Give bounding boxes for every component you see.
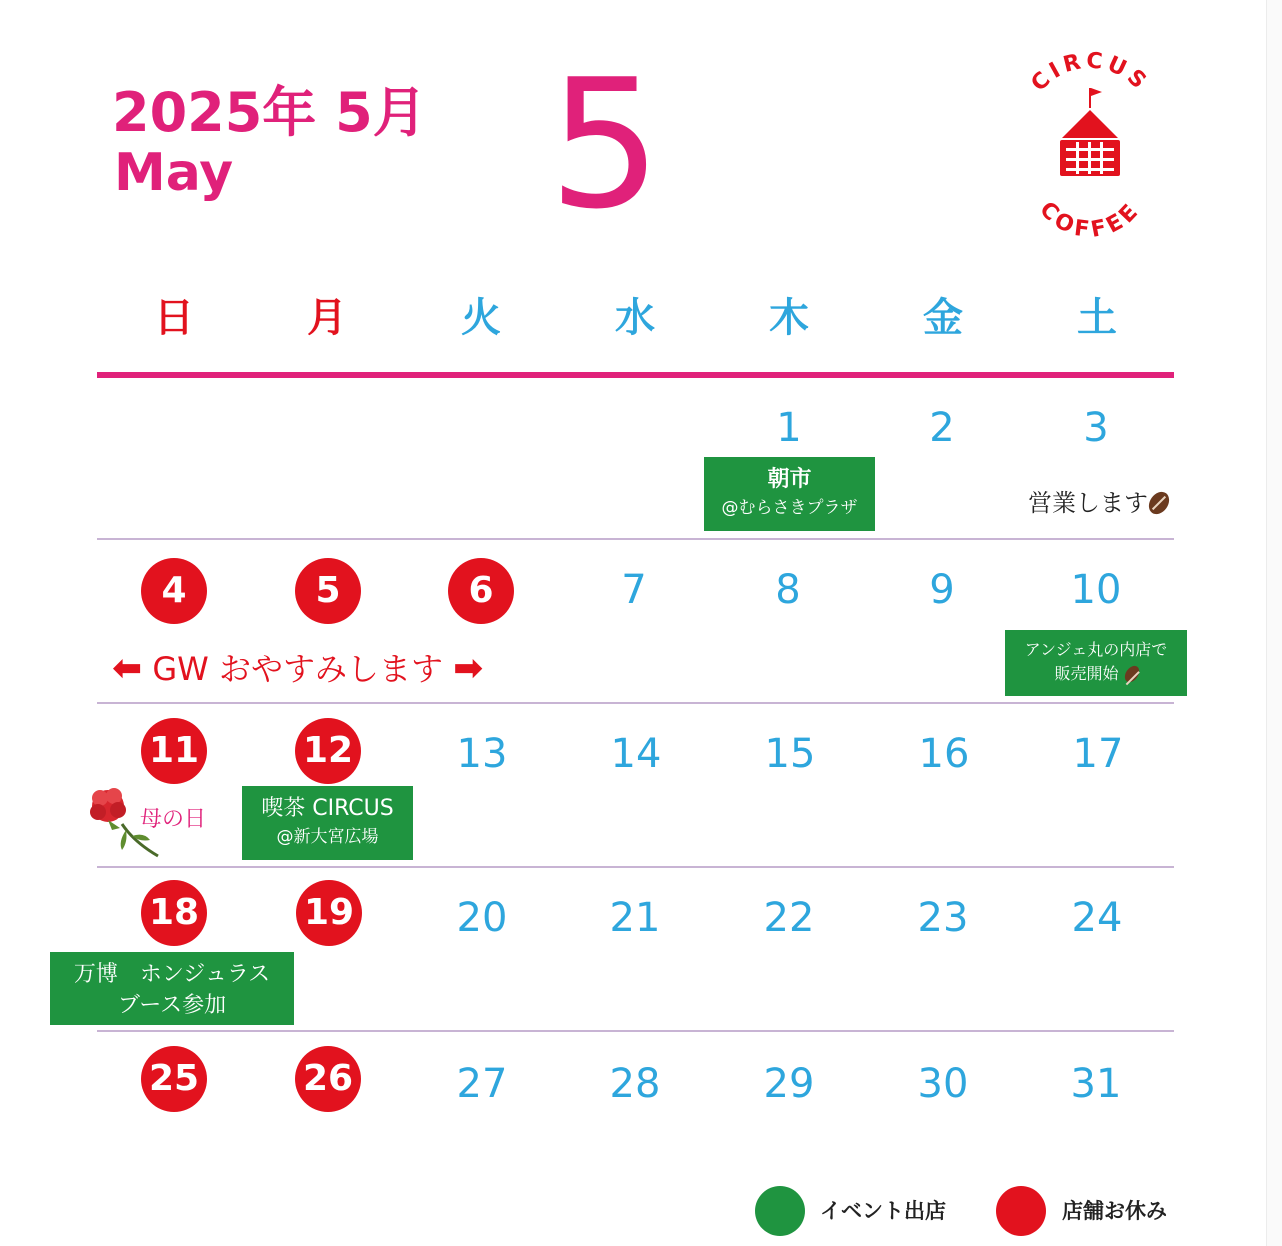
day-4: 4 bbox=[141, 558, 207, 624]
page-title-en: May bbox=[114, 143, 234, 203]
day-26: 26 bbox=[295, 1046, 361, 1112]
day-1: 1 bbox=[776, 405, 802, 451]
day-29: 29 bbox=[763, 1061, 815, 1107]
day-5: 5 bbox=[295, 558, 361, 624]
weekday-sat: 土 bbox=[1077, 295, 1117, 341]
day-28: 28 bbox=[609, 1061, 661, 1107]
row-divider bbox=[97, 702, 1174, 704]
day-22: 22 bbox=[763, 895, 815, 941]
event-asaichi bbox=[704, 457, 875, 531]
open-note bbox=[1028, 485, 1168, 521]
circus-tent-icon bbox=[1060, 88, 1120, 176]
event-kissa-place: @新大宮広場 bbox=[276, 827, 379, 847]
day-7: 7 bbox=[621, 567, 647, 613]
day-11: 11 bbox=[141, 718, 207, 784]
weekday-fri: 金 bbox=[923, 295, 963, 341]
event-kissa-circus bbox=[242, 786, 413, 860]
event-anjie-sub-text: 販売開始 bbox=[1054, 664, 1119, 683]
weekday-wed: 水 bbox=[615, 295, 655, 341]
day-12: 12 bbox=[295, 718, 361, 784]
day-27: 27 bbox=[456, 1061, 508, 1107]
day-16: 16 bbox=[918, 731, 970, 777]
row-divider bbox=[97, 538, 1174, 540]
day-17: 17 bbox=[1072, 731, 1124, 777]
day-9: 9 bbox=[929, 567, 955, 613]
day-25: 25 bbox=[141, 1046, 207, 1112]
scroll-edge bbox=[1266, 0, 1282, 1246]
legend-closed-dot bbox=[996, 1186, 1046, 1236]
arrow-left-icon: ⬅ bbox=[112, 648, 143, 689]
day-6: 6 bbox=[448, 558, 514, 624]
day-10: 10 bbox=[1070, 567, 1122, 613]
logo-top-text: CIRCUS bbox=[1026, 50, 1154, 97]
day-14: 14 bbox=[610, 731, 662, 777]
event-banpaku-title: 万博 ホンジュラス bbox=[73, 962, 271, 987]
arrow-right-icon: ➡ bbox=[453, 648, 484, 689]
event-anjie-sub bbox=[1005, 662, 1187, 686]
mothers-day-note: 母の日 bbox=[140, 807, 207, 832]
weekday-mon: 月 bbox=[307, 295, 347, 341]
day-20: 20 bbox=[456, 895, 508, 941]
circus-coffee-logo bbox=[1010, 50, 1170, 240]
day-18: 18 bbox=[141, 880, 207, 946]
header-divider bbox=[97, 372, 1174, 378]
legend-closed-label: 店舗お休み bbox=[1062, 1199, 1167, 1223]
open-note-text: 営業します bbox=[1028, 489, 1148, 517]
day-2: 2 bbox=[929, 405, 955, 451]
day-15: 15 bbox=[764, 731, 816, 777]
row-divider bbox=[97, 1030, 1174, 1032]
event-kissa-title: 喫茶 CIRCUS bbox=[261, 796, 394, 821]
day-24: 24 bbox=[1071, 895, 1123, 941]
day-13: 13 bbox=[456, 731, 508, 777]
big-month-number: 5 bbox=[548, 41, 662, 248]
day-3: 3 bbox=[1083, 405, 1109, 451]
day-30: 30 bbox=[917, 1061, 969, 1107]
gw-closed-note bbox=[112, 644, 483, 694]
page-title-jp: 2025年 5月 bbox=[112, 81, 427, 144]
weekday-sun: 日 bbox=[154, 295, 194, 341]
event-banpaku bbox=[50, 952, 294, 1025]
logo-bottom-text: COFFEE bbox=[1034, 197, 1146, 240]
weekday-tue: 火 bbox=[461, 295, 501, 341]
legend-event-dot bbox=[755, 1186, 805, 1236]
weekday-thu: 木 bbox=[769, 295, 809, 341]
day-19: 19 bbox=[296, 880, 362, 946]
legend-event-label: イベント出店 bbox=[820, 1199, 946, 1223]
event-anjie bbox=[1005, 630, 1187, 696]
row-divider bbox=[97, 866, 1174, 868]
event-anjie-title: アンジェ丸の内店で bbox=[1024, 640, 1168, 659]
gw-closed-text: GW おやすみします bbox=[152, 650, 443, 688]
event-banpaku-sub: ブース参加 bbox=[117, 993, 227, 1018]
event-asaichi-title: 朝市 bbox=[767, 467, 812, 492]
day-23: 23 bbox=[917, 895, 969, 941]
day-21: 21 bbox=[609, 895, 661, 941]
day-8: 8 bbox=[775, 567, 801, 613]
event-asaichi-place: @むらさきプラザ bbox=[721, 498, 858, 518]
coffee-bean-icon bbox=[1121, 663, 1141, 685]
day-31: 31 bbox=[1070, 1061, 1122, 1107]
coffee-bean-icon bbox=[1145, 488, 1174, 518]
